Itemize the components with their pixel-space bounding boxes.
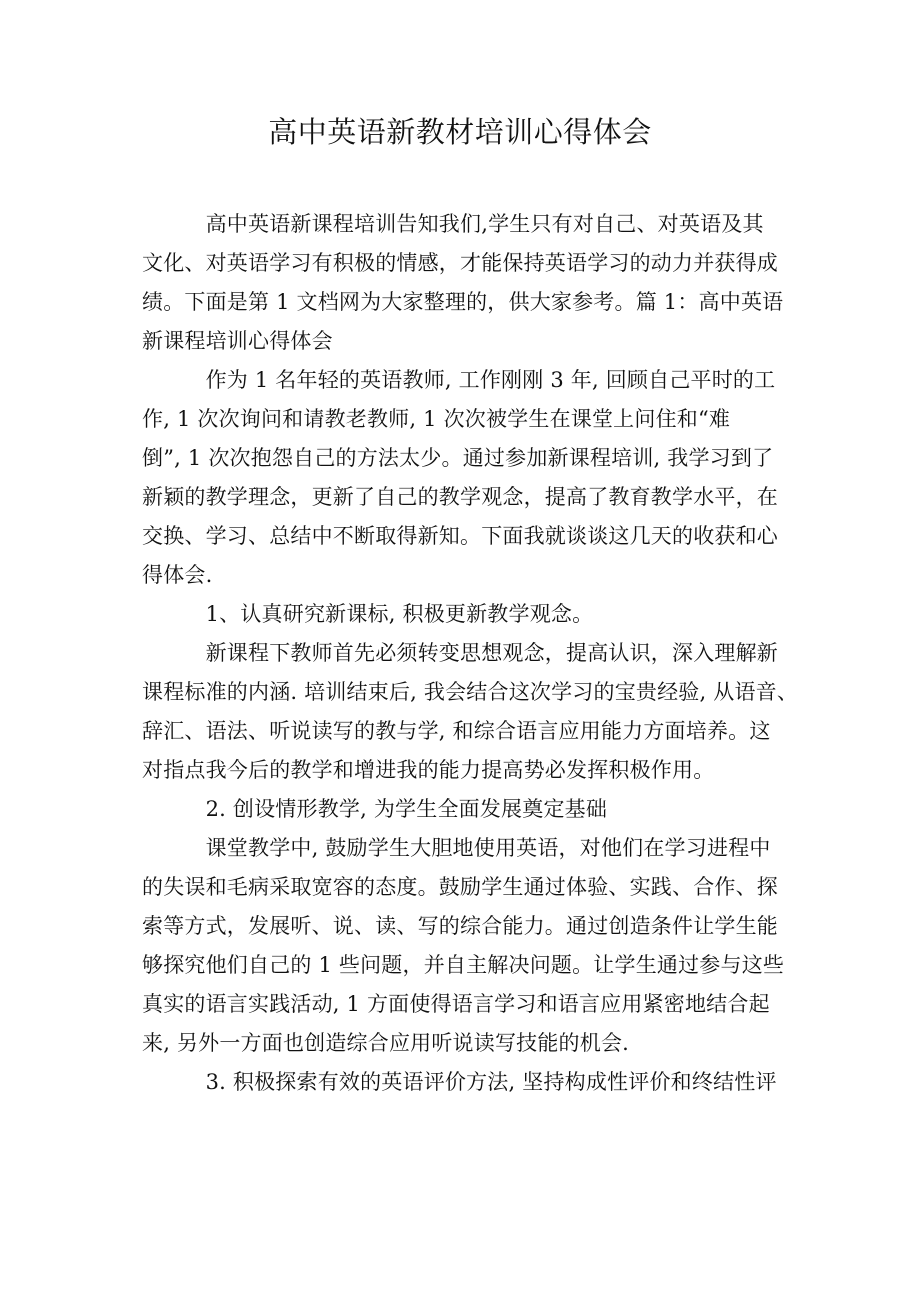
body-line: 得体会.: [142, 563, 213, 587]
section-heading: 1、认真研究新课标, 积极更新教学观念。: [142, 602, 594, 626]
body-line: 的失误和毛病采取宽容的态度。鼓励学生通过体验、实践、合作、探: [142, 875, 778, 899]
section-heading: 3. 积极探索有效的英语评价方法, 坚持构成性评价和终结性评: [142, 1070, 777, 1094]
body-line: 对指点我今后的教学和增进我的能力提高势必发挥积极作用。: [142, 758, 715, 782]
body-line: 倒”, 1 次次抱怨自己的方法太少。通过参加新课程培训, 我学习到了: [142, 446, 774, 470]
body-line: 辞汇、语法、听说读写的教与学, 和综合语言应用能力方面培养。这: [142, 719, 771, 743]
body-line: 新课程培训心得体会: [142, 329, 333, 353]
body-line: 新颖的教学理念，更新了自己的教学观念，提高了教育教学水平，在: [142, 485, 778, 509]
body-line: 课程标准的内涵. 培训结束后, 我会结合这次学习的宝贵经验, 从语音、: [142, 680, 799, 704]
body-line: 新课程下教师首先必须转变思想观念，提高认识，深入理解新: [142, 641, 778, 665]
body-line: 够探究他们自己的 1 些问题，并自主解决问题。让学生通过参与这些: [142, 953, 785, 977]
body-line: 来, 另外一方面也创造综合应用听说读写技能的机会.: [142, 1031, 630, 1055]
body-line: 作, 1 次次询问和请教老教师, 1 次次被学生在课堂上问住和“难: [142, 407, 731, 431]
body-line: 绩。下面是第 1 文档网为大家整理的，供大家参考。篇 1：高中英语: [142, 290, 784, 314]
body-line: 真实的语言实践活动, 1 方面使得语言学习和语言应用紧密地结合起: [142, 992, 770, 1016]
body-line: 课堂教学中, 鼓励学生大胆地使用英语，对他们在学习进程中: [142, 836, 771, 860]
body-line: 交换、学习、总结中不断取得新知。下面我就谈谈这几天的收获和心: [142, 524, 778, 548]
body-line: 文化、对英语学习有积极的情感，才能保持英语学习的动力并获得成: [142, 251, 778, 275]
body-line: 索等方式，发展听、说、读、写的综合能力。通过创造条件让学生能: [142, 914, 778, 938]
body-line: 作为 1 名年轻的英语教师, 工作刚刚 3 年, 回顾自己平时的工: [142, 368, 776, 392]
document-body: [142, 205, 799, 1102]
section-heading: 2. 创设情形教学, 为学生全面发展奠定基础: [142, 797, 608, 821]
body-line: 高中英语新课程培训告知我们,学生只有对自己、对英语及其: [142, 212, 764, 236]
document-title: 高中英语新教材培训心得体会: [268, 115, 652, 149]
